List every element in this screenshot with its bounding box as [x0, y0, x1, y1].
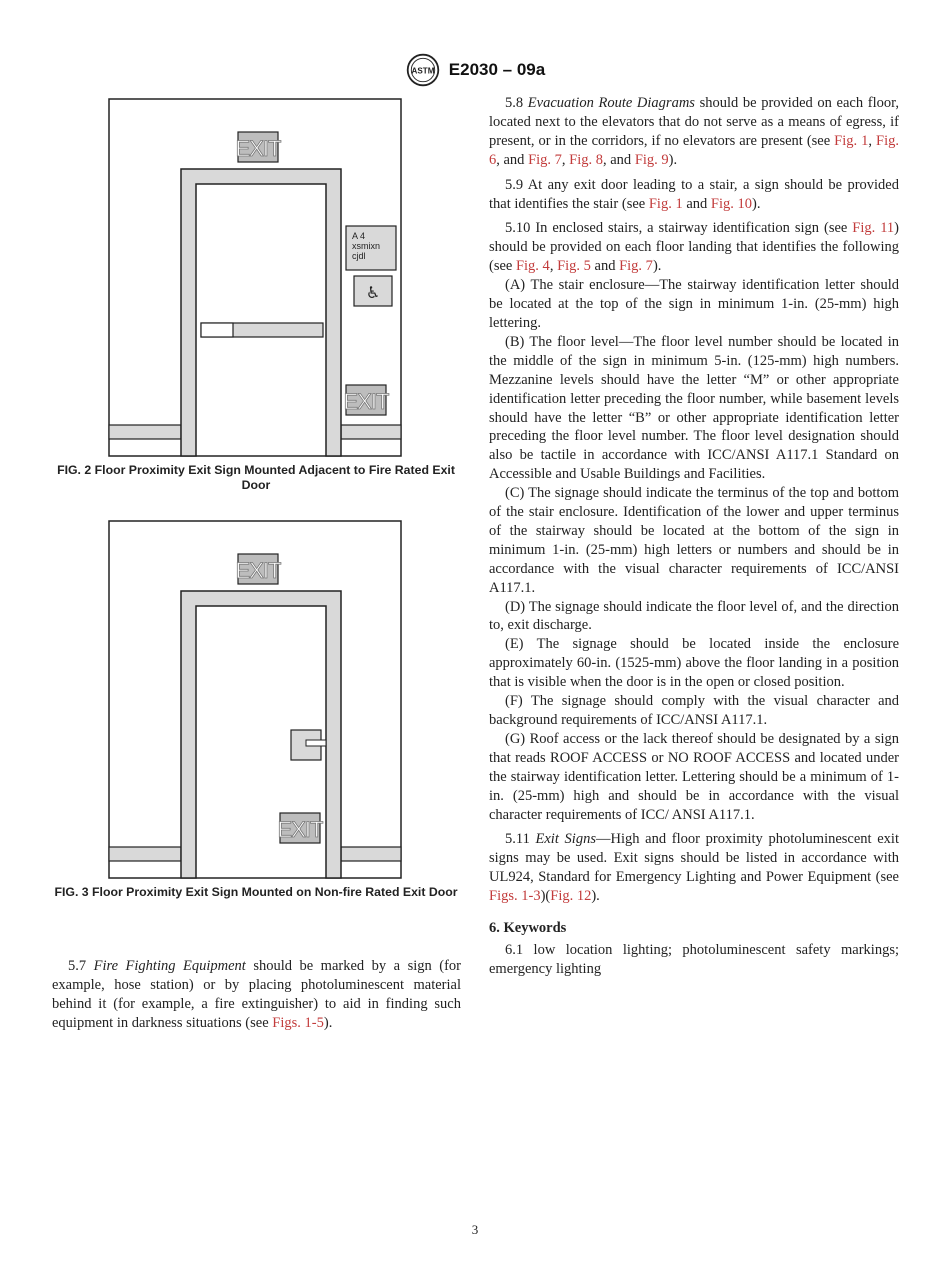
- push-bar-end: [201, 323, 233, 337]
- separator: and: [682, 195, 711, 212]
- paragraph-5-11: [489, 830, 899, 906]
- section-title: Fire Fighting Equipment: [93, 958, 246, 974]
- separator: ,: [561, 151, 570, 168]
- figure-link[interactable]: Fig. 7: [619, 258, 653, 275]
- separator: ,: [549, 258, 558, 275]
- figure-link[interactable]: Fig. 10: [710, 195, 752, 212]
- figure-link[interactable]: Fig. 9: [634, 151, 669, 168]
- figure-2: [108, 98, 403, 458]
- figure-link[interactable]: Fig. 1: [648, 195, 683, 212]
- paragraph-5-7: [52, 957, 461, 1033]
- room-sign-line-1: A 4: [352, 231, 366, 241]
- section-title: Exit Signs: [535, 831, 596, 848]
- page-header: [0, 52, 950, 93]
- figure-3-caption: FIG. 3 Floor Proximity Exit Sign Mounted on Non-fire Rated Exit Door: [54, 885, 458, 899]
- logo-text: ASTM: [411, 66, 435, 76]
- exit-sign-floor-text: EXIT: [343, 389, 389, 414]
- exit-sign-top-text: EXIT: [235, 558, 281, 583]
- paragraph-item-f: (F) The signage should comply with the visual character and background requirements of ICC/ANSI A117.1.: [489, 693, 899, 728]
- right-column: [489, 94, 899, 979]
- paragraph-5-9: [489, 176, 899, 214]
- separator: , and: [496, 151, 529, 168]
- section-number: 5.8: [505, 95, 528, 111]
- exit-sign-top-text: EXIT: [235, 136, 281, 161]
- paragraph-end: ).: [652, 258, 662, 275]
- figure-link[interactable]: Fig. 1: [834, 132, 869, 149]
- paragraph-text: 5.10 In enclosed stairs, a stairway identification sign (see: [505, 220, 853, 237]
- separator: ,: [868, 132, 877, 149]
- floor-marking-right: [341, 425, 401, 439]
- separator: and: [590, 258, 620, 275]
- astm-logo-icon: [405, 52, 441, 88]
- paragraph-item-b: (B) The floor level—The floor level number should be located in the middle of the sign in minimum 5-in. (125-mm) high numbers. Mezzanine levels should have the letter “M” or other appropriate identification letter preceding the floor number, while basement levels should have the letter “B” or other appropriate identification letter preceding the floor level number. The floor level designation should also be tactile in accordance with ICC/ANSI A117.1 Standard on Accessible and Usable Buildings and Facilities.: [489, 333, 899, 483]
- paragraph-5-8: [489, 94, 899, 170]
- paragraph-item-c: (C) The signage should indicate the terminus of the top and bottom of the stair enclosure. Identification of the lower and upper terminus of the stairway should be located at the bottom of the sign in minimum 1-in. (25-mm) high letters or numbers and should be in accordance with the visual character requirements of ICC/ANSI A117.1.: [489, 485, 899, 596]
- floor-marking-right: [341, 847, 401, 861]
- paragraph-end: ).: [591, 888, 600, 905]
- figure-link[interactable]: Figs. 1-5: [272, 1014, 324, 1031]
- section-title: Evacuation Route Diagrams: [527, 95, 695, 111]
- section-number: 5.7: [68, 958, 94, 974]
- page-number: 3: [471, 1222, 479, 1237]
- paragraph-item-d: (D) The signage should indicate the floor level of, and the direction to, exit discharge.: [489, 598, 899, 634]
- wheelchair-icon: ♿: [365, 283, 381, 302]
- paragraph-text: 5.9 At any exit door leading to a stair, a sign should be provided that identifies the stair (see: [489, 176, 899, 212]
- figure-link[interactable]: Fig. 4: [515, 258, 550, 275]
- paragraph-item-e: (E) The signage should be located inside the enclosure approximately 60-in. (1525-mm) above the floor landing in a position that is visible when the door is in the open or closed position.: [489, 636, 899, 691]
- floor-marking-left: [109, 425, 181, 439]
- paragraph-end: ).: [668, 151, 678, 168]
- section-number: 5.11: [505, 831, 536, 848]
- figure-link[interactable]: Fig. 11: [852, 220, 895, 237]
- floor-marking-left: [109, 847, 181, 861]
- figure-link[interactable]: Fig. 8: [569, 151, 603, 168]
- room-sign-line-2: xsmixn: [352, 241, 381, 251]
- room-sign-line-3: cjdl: [352, 251, 366, 261]
- separator: )(: [540, 888, 551, 905]
- door-lever: [306, 740, 326, 746]
- document-id: E2030 – 09a: [448, 60, 546, 79]
- figure-3: [108, 520, 403, 880]
- paragraph-end: ).: [323, 1014, 333, 1031]
- figure-link[interactable]: Fig. 7: [528, 151, 562, 168]
- paragraph-end: ).: [751, 195, 761, 212]
- paragraph-6-1: 6.1 low location lighting; photoluminescent safety markings; emergency lighting: [489, 941, 899, 977]
- paragraph-text: should be marked by a sign (for example, hose station) or by placing photoluminescent material behind it (for example, a fire extinguisher) to aid in finding such equipment in darkness situations (see: [52, 958, 461, 1031]
- separator: , and: [603, 151, 635, 168]
- paragraph-5-10: [489, 219, 899, 276]
- figure-link[interactable]: Fig. 5: [557, 258, 591, 275]
- paragraph-text: should be provided on each floor, located next to the elevators that do not serve as a means of egress, if present, or in the corridors, if no elevators are present (see: [489, 95, 899, 149]
- figure-link[interactable]: Fig. 6: [489, 132, 900, 168]
- figure-2-caption: FIG. 2 Floor Proximity Exit Sign Mounted Adjacent to Fire Rated Exit Door: [57, 463, 455, 492]
- figure-link[interactable]: Figs. 1-3: [489, 888, 541, 905]
- exit-sign-door-text: EXIT: [277, 817, 323, 842]
- figure-link[interactable]: Fig. 12: [550, 888, 592, 905]
- left-column: [52, 957, 461, 1033]
- paragraph-text: —High and floor proximity photoluminescent exit signs may be used. Exit signs should be listed in accordance with UL924, Standard for Emergency Lighting and Power Equipment (see: [489, 831, 899, 886]
- paragraph-text: ) should be provided on each floor landing that identifies the following (see: [489, 220, 899, 275]
- paragraph-item-a: (A) The stair enclosure—The stairway identification letter should be located at the top of the sign in minimum 1-in. (25-mm) high lettering.: [489, 277, 899, 331]
- keywords-heading: 6. Keywords: [489, 920, 567, 937]
- paragraph-item-g: (G) Roof access or the lack thereof should be designated by a sign that reads ROOF ACCESS or NO ROOF ACCESS and located under the stairway identification letter. Lettering should be a minimum of 1-in. (25-mm) high and should be in accordance with the visual character requirements of ICC/ ANSI A117.1.: [489, 730, 899, 823]
